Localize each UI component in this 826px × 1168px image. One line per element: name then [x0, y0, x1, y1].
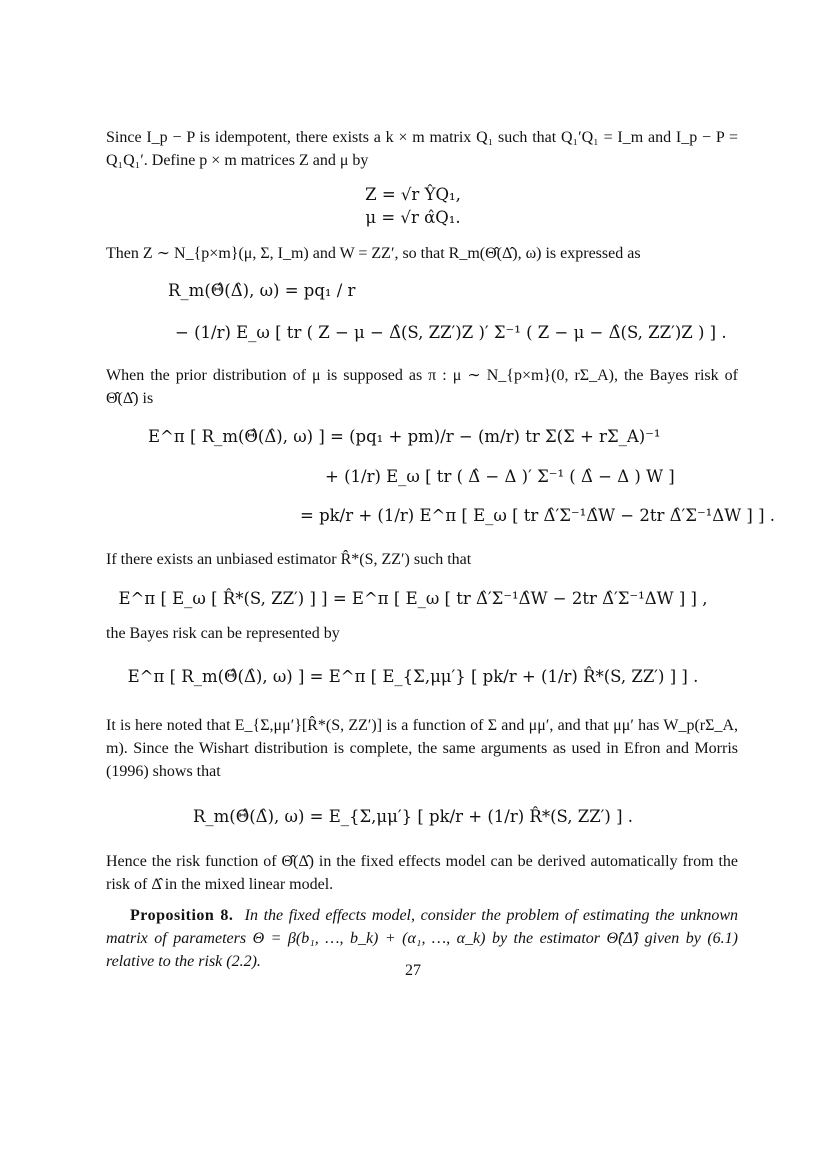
equation-risk-line-1: R_m(Θ̂(Δ̂), ω) = pq₁ / r	[168, 281, 356, 300]
proposition-label: Proposition 8.	[130, 907, 234, 924]
paragraph-then-z: Then Z ∼ N_{p×m}(μ, Σ, I_m) and W = ZZ′, so that R_m(Θ̂(Δ̂), ω) is expressed as	[106, 245, 641, 262]
equation-z-definition: Z = √r ŶQ₁,	[365, 185, 461, 204]
equation-unbiased: E^π [ E_ω [ R̂*(S, ZZ′) ] ] = E^π [ E_ω [ tr Δ̂′Σ⁻¹Δ̂W − 2tr Δ̂′Σ⁻¹ΔW ] ] ,	[118, 589, 708, 608]
paragraph-unbiased-estimator: If there exists an unbiased estimator R̂*(S, ZZ′) such that	[106, 551, 472, 568]
page-number: 27	[405, 962, 421, 979]
equation-risk-line-2: − (1/r) E_ω [ tr ( Z − μ − Δ̂(S, ZZ′)Z )′ Σ⁻¹ ( Z − μ − Δ̂(S, ZZ′)Z ) ] .	[175, 323, 727, 342]
paragraph-risk-function: Hence the risk function of Θ̂(Δ̂) in the fixed effects model can be derived automatically from the risk of Δ̂ in the mixed linear model.	[106, 853, 738, 893]
equation-bayes-line-2: + (1/r) E_ω [ tr ( Δ̂ − Δ )′ Σ⁻¹ ( Δ̂ − Δ ) W ]	[325, 467, 675, 486]
paragraph-bayes-representation: the Bayes risk can be represented by	[106, 625, 340, 642]
equation-bayes-representation: E^π [ R_m(Θ̂(Δ̂), ω) ] = E^π [ E_{Σ,μμ′} [ pk/r + (1/r) R̂*(S, ZZ′) ] ] .	[127, 667, 699, 686]
paragraph-wishart: It is here noted that E_{Σ,μμ′}[R̂*(S, ZZ′)] is a function of Σ and μμ′, and that μμ′ has W_p(rΣ_A, m). Since the Wishart distribution is complete, the same arguments as used in Efron and Morris (1996) shows that	[106, 717, 738, 780]
equation-risk-final: R_m(Θ̂(Δ̂), ω) = E_{Σ,μμ′} [ pk/r + (1/r) R̂*(S, ZZ′) ] .	[192, 807, 634, 826]
equation-mu-definition: μ = √r α̂Q₁.	[365, 208, 461, 227]
paragraph-idempotent: Since I_p − P is idempotent, there exists a k × m matrix Q₁ such that Q₁′Q₁ = I_m and I_p − P = Q₁Q₁′. Define p × m matrices Z and μ by	[106, 129, 738, 169]
proposition-body: In the fixed effects model, consider the problem of estimating the unknown matrix of parameters Θ = β(b₁, …, b_k) + (α₁, …, α_k) by the estimator Θ̂(Δ̂) given by (6.1) relative to the risk (2.2).	[106, 907, 739, 970]
equation-bayes-line-1: E^π [ R_m(Θ̂(Δ̂), ω) ] = (pq₁ + pm)/r − (m/r) tr Σ(Σ + rΣ_A)⁻¹	[148, 427, 661, 446]
paragraph-prior-distribution: When the prior distribution of μ is supposed as π : μ ∼ N_{p×m}(0, rΣ_A), the Bayes risk of Θ̂(Δ̂) is	[106, 367, 738, 407]
equation-bayes-line-3: = pk/r + (1/r) E^π [ E_ω [ tr Δ̂′Σ⁻¹Δ̂W − 2tr Δ̂′Σ⁻¹ΔW ] ] .	[300, 506, 776, 525]
